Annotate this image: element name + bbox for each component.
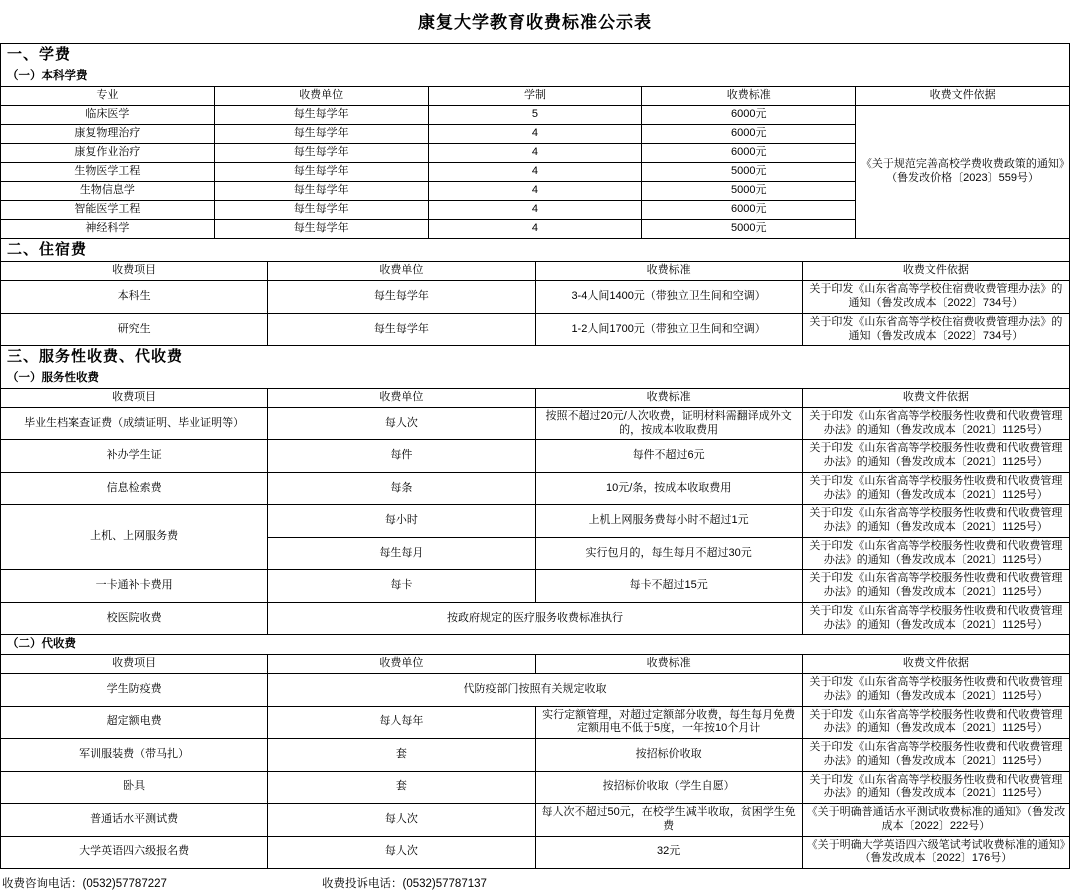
tuition-subheading: （一）本科学费 <box>7 69 88 82</box>
tuition-header-row <box>1 86 1070 105</box>
cell-standard: 按招标价收取（学生自愿） <box>535 771 802 804</box>
cell-unit: 每人次 <box>268 407 535 440</box>
service-heading-cell <box>1 346 1070 369</box>
cell-basis: 关于印发《山东省高等学校服务性收费和代收费管理办法》的通知（鲁发改成本〔2021〕1125号） <box>802 706 1069 739</box>
footer <box>0 869 1070 891</box>
cell-standard: 6000元 <box>642 200 856 219</box>
collection-subheading-row <box>1 635 1070 654</box>
accommodation-heading-row <box>1 239 1070 262</box>
cell-standard: 每人次不超过50元，在校学生减半收取，贫困学生免费 <box>535 804 802 837</box>
cell-standard: 3-4人间1400元（带独立卫生间和空调） <box>535 281 802 314</box>
cell-basis: 关于印发《山东省高等学校服务性收费和代收费管理办法》的通知（鲁发改成本〔2021〕1125号） <box>802 407 1069 440</box>
tuition-subheading-cell <box>1 67 1070 86</box>
cell-unit: 套 <box>268 739 535 772</box>
cell-basis: 关于印发《山东省高等学校服务性收费和代收费管理办法》的通知（鲁发改成本〔2021〕1125号） <box>802 570 1069 603</box>
table-row <box>1 313 1070 346</box>
col-years: 学制 <box>428 86 642 105</box>
cell-item: 毕业生档案查证费（成绩证明、毕业证明等） <box>1 407 268 440</box>
col-standard: 收费标准 <box>642 86 856 105</box>
cell-unit: 每生每学年 <box>214 181 428 200</box>
cell-unit: 每小时 <box>268 505 535 538</box>
accommodation-header-row <box>1 262 1070 281</box>
service-subheading: （一）服务性收费 <box>7 372 99 384</box>
cell-item: 校医院收费 <box>1 602 268 635</box>
cell-major: 临床医学 <box>1 105 215 124</box>
col-standard: 收费标准 <box>535 262 802 281</box>
cell-unit: 每人次 <box>268 804 535 837</box>
cell-unit: 每人次 <box>268 836 535 869</box>
collection-subheading-cell <box>1 635 1070 654</box>
service-heading-row <box>1 346 1070 369</box>
cell-basis: 关于印发《山东省高等学校服务性收费和代收费管理办法》的通知（鲁发改成本〔2021〕1125号） <box>802 771 1069 804</box>
cell-years: 4 <box>428 143 642 162</box>
cell-unit: 每生每学年 <box>214 124 428 143</box>
cell-basis: 关于印发《山东省高等学校服务性收费和代收费管理办法》的通知（鲁发改成本〔2021〕1125号） <box>802 602 1069 635</box>
cell-unit: 每卡 <box>268 570 535 603</box>
cell-item: 大学英语四六级报名费 <box>1 836 268 869</box>
cell-unit: 套 <box>268 771 535 804</box>
cell-unit: 每生每学年 <box>214 143 428 162</box>
table-row <box>1 472 1070 505</box>
col-unit: 收费单位 <box>268 388 535 407</box>
col-unit: 收费单位 <box>214 86 428 105</box>
col-standard: 收费标准 <box>535 388 802 407</box>
cell-standard: 5000元 <box>642 219 856 238</box>
cell-item: 上机、上网服务费 <box>1 505 268 570</box>
cell-basis: 《关于明确普通话水平测试收费标准的通知》（鲁发改成本〔2022〕222号） <box>802 804 1069 837</box>
cell-item: 研究生 <box>1 313 268 346</box>
tuition-heading: 一、学费 <box>7 46 72 63</box>
cell-years: 5 <box>428 105 642 124</box>
cell-item: 卧具 <box>1 771 268 804</box>
cell-standard: 10元/条，按成本收取费用 <box>535 472 802 505</box>
accommodation-heading: 二、住宿费 <box>7 240 88 258</box>
table-row <box>1 281 1070 314</box>
cell-unit: 每生每学年 <box>214 200 428 219</box>
consult-phone: 收费咨询电话：(0532)57787227 <box>2 878 167 890</box>
page-title: 康复大学教育收费标准公示表 <box>418 13 652 32</box>
cell-standard: 实行定额管理，对超过定额部分收费，每生每月免费定额用电不低于5度，一年按10个月计 <box>535 706 802 739</box>
service-heading: 三、服务性收费、代收费 <box>7 348 184 366</box>
cell-basis: 《关于规范完善高校学费收费政策的通知》（鲁发改价格〔2023〕559号） <box>856 105 1070 238</box>
cell-unit: 每生每学年 <box>268 281 535 314</box>
tuition-heading-cell <box>1 44 1070 67</box>
cell-unit: 每生每月 <box>268 537 535 570</box>
cell-unit: 每件 <box>268 440 535 473</box>
cell-standard: 按照不超过20元/人次收费，证明材料需翻译成外文的，按成本收取费用 <box>535 407 802 440</box>
table-row <box>1 505 1070 538</box>
cell-unit: 每生每学年 <box>268 313 535 346</box>
col-basis: 收费文件依据 <box>802 262 1069 281</box>
service-subheading-row <box>1 369 1070 388</box>
cell-major: 生物医学工程 <box>1 162 215 181</box>
cell-standard: 每卡不超过15元 <box>535 570 802 603</box>
cell-major: 康复物理治疗 <box>1 124 215 143</box>
cell-unit: 每生每学年 <box>214 162 428 181</box>
col-unit: 收费单位 <box>268 655 535 674</box>
complaint-phone: 收费投诉电话：(0532)57787137 <box>322 878 487 890</box>
cell-years: 4 <box>428 219 642 238</box>
col-unit: 收费单位 <box>268 262 535 281</box>
col-item: 收费项目 <box>1 655 268 674</box>
cell-item: 军训服装费（带马扎） <box>1 739 268 772</box>
col-item: 收费项目 <box>1 388 268 407</box>
col-basis: 收费文件依据 <box>802 655 1069 674</box>
cell-item: 补办学生证 <box>1 440 268 473</box>
table-row <box>1 440 1070 473</box>
cell-item: 学生防疫费 <box>1 674 268 707</box>
col-item: 收费项目 <box>1 262 268 281</box>
cell-standard: 5000元 <box>642 162 856 181</box>
cell-basis: 关于印发《山东省高等学校服务性收费和代收费管理办法》的通知（鲁发改成本〔2021〕1125号） <box>802 472 1069 505</box>
accommodation-heading-cell <box>1 239 1070 262</box>
cell-basis: 关于印发《山东省高等学校服务性收费和代收费管理办法》的通知（鲁发改成本〔2021〕1125号） <box>802 440 1069 473</box>
cell-basis: 关于印发《山东省高等学校服务性收费和代收费管理办法》的通知（鲁发改成本〔2021〕1125号） <box>802 505 1069 538</box>
cell-unit: 每生每学年 <box>214 105 428 124</box>
cell-standard: 6000元 <box>642 105 856 124</box>
cell-basis: 关于印发《山东省高等学校服务性收费和代收费管理办法》的通知（鲁发改成本〔2021〕1125号） <box>802 674 1069 707</box>
cell-years: 4 <box>428 200 642 219</box>
cell-years: 4 <box>428 162 642 181</box>
cell-standard: 上机上网服务费每小时不超过1元 <box>535 505 802 538</box>
collection-section-table <box>0 635 1070 869</box>
table-row <box>1 674 1070 707</box>
col-basis: 收费文件依据 <box>856 86 1070 105</box>
cell-basis: 关于印发《山东省高等学校住宿费收费管理办法》的通知（鲁发改成本〔2022〕734号） <box>802 281 1069 314</box>
table-row <box>1 602 1070 635</box>
service-header-row <box>1 388 1070 407</box>
table-row <box>1 570 1070 603</box>
cell-standard: 按政府规定的医疗服务收费标准执行 <box>268 602 803 635</box>
col-basis: 收费文件依据 <box>802 388 1069 407</box>
collection-subheading: （二）代收费 <box>7 638 76 651</box>
accommodation-section-table <box>0 239 1070 347</box>
cell-item: 一卡通补卡费用 <box>1 570 268 603</box>
cell-years: 4 <box>428 181 642 200</box>
table-row <box>1 804 1070 837</box>
cell-item: 信息检索费 <box>1 472 268 505</box>
collection-header-row <box>1 655 1070 674</box>
cell-basis: 《关于明确大学英语四六级笔试考试收费标准的通知》（鲁发改成本〔2022〕176号） <box>802 836 1069 869</box>
tuition-heading-row <box>1 44 1070 67</box>
table-row <box>1 706 1070 739</box>
table-row <box>1 836 1070 869</box>
tuition-section-table <box>0 43 1070 239</box>
table-row <box>1 739 1070 772</box>
service-subheading-cell <box>1 369 1070 388</box>
cell-basis: 关于印发《山东省高等学校服务性收费和代收费管理办法》的通知（鲁发改成本〔2021〕1125号） <box>802 739 1069 772</box>
cell-standard: 代防疫部门按照有关规定收取 <box>268 674 803 707</box>
cell-standard: 每件不超过6元 <box>535 440 802 473</box>
table-row <box>1 771 1070 804</box>
cell-years: 4 <box>428 124 642 143</box>
table-row <box>1 105 1070 124</box>
cell-standard: 5000元 <box>642 181 856 200</box>
cell-major: 智能医学工程 <box>1 200 215 219</box>
cell-unit: 每生每学年 <box>214 219 428 238</box>
cell-unit: 每条 <box>268 472 535 505</box>
cell-basis: 关于印发《山东省高等学校住宿费收费管理办法》的通知（鲁发改成本〔2022〕734号） <box>802 313 1069 346</box>
cell-standard: 实行包月的，每生每月不超过30元 <box>535 537 802 570</box>
cell-basis: 关于印发《山东省高等学校服务性收费和代收费管理办法》的通知（鲁发改成本〔2021〕1125号） <box>802 537 1069 570</box>
cell-standard: 6000元 <box>642 124 856 143</box>
cell-item: 超定额电费 <box>1 706 268 739</box>
cell-major: 康复作业治疗 <box>1 143 215 162</box>
cell-item: 普通话水平测试费 <box>1 804 268 837</box>
cell-standard: 32元 <box>535 836 802 869</box>
col-major: 专业 <box>1 86 215 105</box>
service-section-table <box>0 346 1070 635</box>
cell-major: 神经科学 <box>1 219 215 238</box>
cell-major: 生物信息学 <box>1 181 215 200</box>
table-row <box>1 407 1070 440</box>
cell-standard: 按招标价收取 <box>535 739 802 772</box>
cell-standard: 6000元 <box>642 143 856 162</box>
cell-standard: 1-2人间1700元（带独立卫生间和空调） <box>535 313 802 346</box>
cell-unit: 每人每年 <box>268 706 535 739</box>
col-standard: 收费标准 <box>535 655 802 674</box>
tuition-subheading-row <box>1 67 1070 86</box>
cell-item: 本科生 <box>1 281 268 314</box>
